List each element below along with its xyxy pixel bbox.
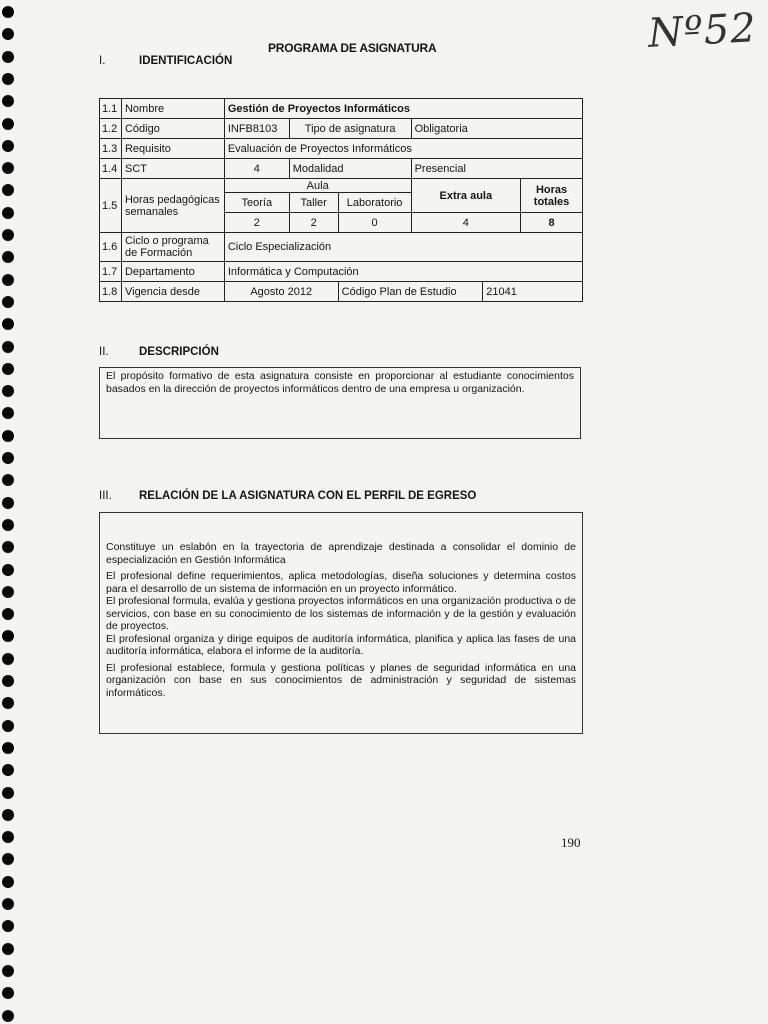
row-index: 1.1 (100, 99, 122, 119)
binder-hole (2, 229, 14, 241)
row-label: Horas pedagógicas semanales (121, 179, 224, 233)
binder-hole (2, 474, 14, 486)
binder-hole (2, 519, 14, 531)
binder-hole (2, 541, 14, 553)
section-number: I. (99, 55, 106, 67)
profile-paragraph: El profesional organiza y dirige equipos de auditoría informática, planifica y aplica las fases de una auditoría informática, elabora el informe de la auditoría. (106, 632, 576, 657)
row-index: 1.2 (100, 119, 122, 139)
row-index: 1.7 (100, 262, 122, 282)
handwritten-note: Nº52 (646, 5, 758, 57)
binder-hole (2, 898, 14, 910)
binder-hole (2, 608, 14, 620)
section-descripcion-heading (99, 346, 219, 358)
taller-hours: 2 (289, 213, 338, 233)
section-number: II. (99, 346, 109, 358)
table-row (100, 159, 583, 179)
type-value: Obligatoria (411, 119, 582, 139)
row-index: 1.6 (100, 233, 122, 262)
table-row (100, 282, 583, 302)
document-title: PROGRAMA DE ASIGNATURA (268, 41, 437, 55)
binder-hole (2, 653, 14, 665)
extra-aula-header: Extra aula (411, 179, 521, 213)
department-value: Informática y Computación (224, 262, 582, 282)
course-name: Gestión de Proyectos Informáticos (224, 99, 582, 119)
requirement-value: Evaluación de Proyectos Informáticos (224, 139, 582, 159)
binder-hole (2, 787, 14, 799)
binder-hole (2, 274, 14, 286)
binder-hole (2, 1010, 14, 1022)
table-row (100, 179, 583, 193)
row-index: 1.4 (100, 159, 122, 179)
binder-hole (2, 809, 14, 821)
profile-paragraph: El profesional define requerimientos, aplica metodologías, diseña soluciones y determina costos para el desarrollo de un sistema de información en un proyecto informático. (106, 570, 576, 595)
binder-hole (2, 162, 14, 174)
extra-aula-hours: 4 (411, 213, 521, 233)
binder-hole (2, 184, 14, 196)
binder-hole (2, 920, 14, 932)
binder-hole (2, 363, 14, 375)
laboratorio-hours: 0 (338, 213, 411, 233)
section-title: DESCRIPCIÓN (139, 346, 219, 358)
binder-hole (2, 207, 14, 219)
section-perfil-heading (99, 490, 476, 502)
binder-hole (2, 73, 14, 85)
binder-hole (2, 296, 14, 308)
binder-hole (2, 140, 14, 152)
binder-hole (2, 831, 14, 843)
binder-hole (2, 853, 14, 865)
binder-hole (2, 28, 14, 40)
table-row (100, 99, 583, 119)
binder-hole (2, 876, 14, 888)
identification-table (99, 98, 583, 302)
binder-hole (2, 675, 14, 687)
row-label: Nombre (121, 99, 224, 119)
binder-hole (2, 943, 14, 955)
sct-value: 4 (224, 159, 289, 179)
section-title: RELACIÓN DE LA ASIGNATURA CON EL PERFIL DE EGRESO (139, 490, 477, 502)
teoria-hours: 2 (224, 213, 289, 233)
binder-hole (2, 630, 14, 642)
table-row (100, 233, 583, 262)
modality-label: Modalidad (289, 159, 411, 179)
row-label: SCT (121, 159, 224, 179)
section-title: IDENTIFICACIÓN (139, 55, 233, 67)
section-number: III. (99, 490, 112, 502)
binder-hole (2, 564, 14, 576)
binder-hole (2, 251, 14, 263)
laboratorio-header: Laboratorio (338, 193, 411, 213)
binder-hole (2, 341, 14, 353)
course-code: INFB8103 (224, 119, 289, 139)
row-label: Vigencia desde (121, 282, 224, 302)
profile-paragraph: El profesional establece, formula y gestiona políticas y planes de seguridad informática en una organización con base en sus conocimientos de administración y seguridad de sistemas informáticos. (106, 661, 576, 699)
plan-code-label: Código Plan de Estudio (338, 282, 483, 302)
row-label: Código (121, 119, 224, 139)
binder-hole (2, 987, 14, 999)
total-hours-header: Horas totales (521, 179, 583, 213)
row-label: Departamento (121, 262, 224, 282)
type-label: Tipo de asignatura (289, 119, 411, 139)
binder-hole (2, 697, 14, 709)
table-row (100, 262, 583, 282)
binder-hole (2, 95, 14, 107)
binder-hole (2, 965, 14, 977)
table-row (100, 119, 583, 139)
binder-hole (2, 764, 14, 776)
modality-value: Presencial (411, 159, 582, 179)
binder-hole (2, 6, 14, 18)
binder-hole (2, 430, 14, 442)
binder-hole (2, 742, 14, 754)
binder-hole (2, 407, 14, 419)
taller-header: Taller (289, 193, 338, 213)
binder-hole (2, 51, 14, 63)
aula-header: Aula (224, 179, 411, 193)
plan-code-value: 21041 (483, 282, 583, 302)
section-identificacion-heading (99, 55, 232, 67)
total-hours: 8 (521, 213, 583, 233)
teoria-header: Teoría (224, 193, 289, 213)
binder-hole (2, 720, 14, 732)
profile-paragraph: El profesional formula, evalúa y gestiona proyectos informáticos en una organización productiva o de servicios, con base en su conocimiento de los sistemas de información y de la gestión y evaluación de proyectos. (106, 595, 576, 632)
binder-hole (2, 452, 14, 464)
binder-hole (2, 318, 14, 330)
table-row (100, 139, 583, 159)
binder-hole (2, 586, 14, 598)
profile-box (99, 512, 583, 734)
description-box: El propósito formativo de esta asignatura consiste en proporcionar al estudiante conocimientos basados en la dirección de proyectos informáticos dentro de una empresa u organización. (99, 367, 581, 439)
binder-hole (2, 118, 14, 130)
validity-value: Agosto 2012 (224, 282, 338, 302)
row-label: Requisito (121, 139, 224, 159)
binder-holes (0, 0, 22, 1024)
binder-hole (2, 385, 14, 397)
row-index: 1.5 (100, 179, 122, 233)
profile-paragraph: Constituye un eslabón en la trayectoria de aprendizaje destinada a consolidar el dominio de especialización en Gestión Informática (106, 541, 576, 566)
page-number: 190 (561, 835, 581, 850)
row-index: 1.3 (100, 139, 122, 159)
row-label: Ciclo o programa de Formación (121, 233, 224, 262)
row-index: 1.8 (100, 282, 122, 302)
binder-hole (2, 497, 14, 509)
cycle-value: Ciclo Especialización (224, 233, 582, 262)
